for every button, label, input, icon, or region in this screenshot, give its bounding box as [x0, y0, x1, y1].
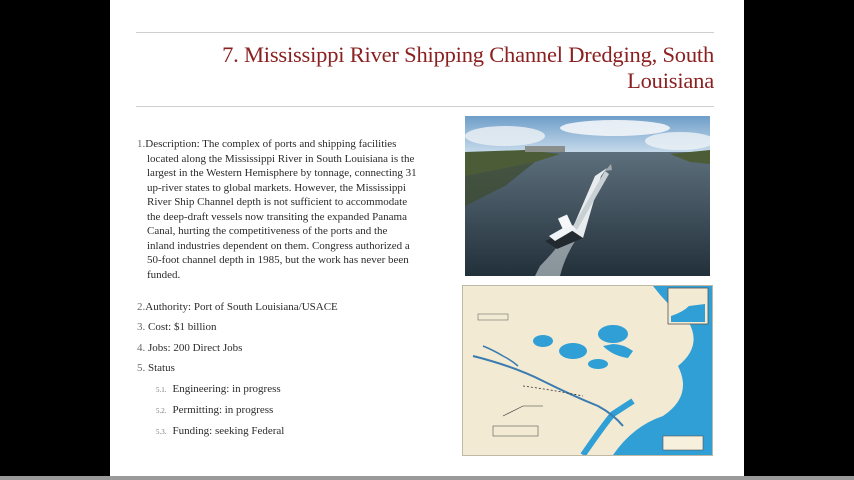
list-item — [137, 342, 242, 354]
ship-photo-image — [465, 116, 710, 276]
bottom-strip — [0, 476, 854, 480]
permitting-status: Permitting: in progress — [172, 404, 274, 416]
jobs-text: Jobs: 200 Direct Jobs — [145, 342, 243, 354]
list-item — [137, 321, 216, 333]
list-number: 4. — [137, 342, 146, 354]
sub-list-item — [156, 425, 284, 437]
title-top-rule — [136, 32, 714, 33]
sub-list-number: 5.2. — [156, 407, 167, 415]
description-block — [137, 137, 417, 282]
slide-title: 7. Mississippi River Shipping Channel Dredging, South Louisiana — [222, 42, 714, 93]
cost-text: Cost: $1 billion — [145, 321, 217, 333]
sub-list-item — [156, 383, 281, 395]
list-item — [137, 301, 338, 313]
list-number: 5. — [137, 362, 146, 374]
authority-text: Authority: Port of South Louisiana/USACE — [145, 301, 338, 313]
list-item — [137, 137, 417, 282]
sub-list-number: 5.1. — [156, 386, 167, 394]
channel-map — [462, 285, 713, 456]
sub-list-item — [156, 404, 273, 416]
title-bottom-rule — [136, 106, 714, 107]
list-number: 1. — [137, 138, 146, 150]
slide — [110, 0, 744, 476]
funding-status: Funding: seeking Federal — [172, 425, 285, 437]
list-item — [137, 362, 175, 374]
ship-photo — [465, 116, 710, 276]
channel-map-image — [463, 286, 712, 455]
description-text: Description: The complex of ports and shipping facilities located along the Mississippi River in South Louisiana is the largest in the Western Hemisphere by tonnage, connecting 31 up-river states to global markets. However, the Mississippi River Ship Channel depth is not sufficient to accommodate the deep-draft vessels now transiting the expanded Panama Canal, hurting the competitiveness of the ports and the inland industries dependent on them. Congress authorized a 50-foot channel depth in 1985, but the work has never been funded. — [145, 138, 417, 281]
list-number: 3. — [137, 321, 146, 333]
engineering-status: Engineering: in progress — [172, 383, 281, 395]
sub-list-number: 5.3. — [156, 428, 167, 436]
status-text: Status — [145, 362, 175, 374]
list-number: 2. — [137, 301, 146, 313]
